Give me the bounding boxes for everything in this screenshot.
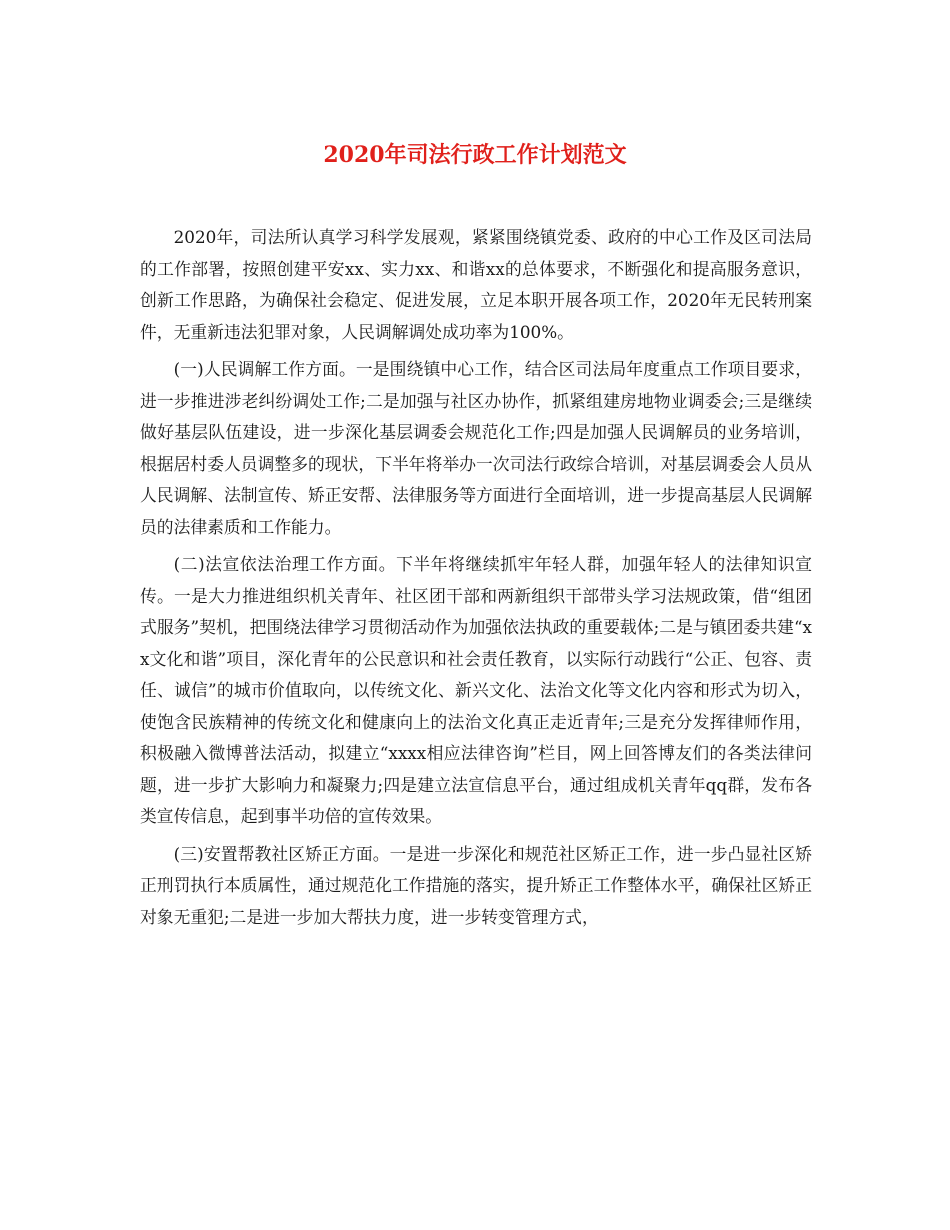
document-title: 2020年司法行政工作计划范文 [323, 142, 627, 168]
paragraph-legal-publicity: (二)法宣依法治理工作方面。下半年将继续抓牢年轻人群，加强年轻人的法律知识宣传。一是大力推进组织机关青年、社区团干部和两新组织干部带头学习法规政策，借“组团式服务”契机，把围绕法律学习贯彻活动作为加强依法执政的重要载体;二是与镇团委共建“xx文化和谐”项目，深化青年的公民意识和社会责任教育，以实际行动践行“公正、包容、责任、诚信”的城市价值取向，以传统文化、新兴文化、法治文化等文化内容和形式为切入，使饱含民族精神的传统文化和健康向上的法治文化真正走近青年;三是充分发挥律师作用，积极融入微博普法活动，拟建立“xxxx相应法律咨询”栏目，网上回答博友们的各类法律问题，进一步扩大影响力和凝聚力;四是建立法宣信息平台，通过组成机关青年qq群，发布各类宣传信息，起到事半功倍的宣传效果。 [140, 554, 812, 826]
document-body [140, 222, 812, 939]
paragraph-mediation: (一)人民调解工作方面。一是围绕镇中心工作，结合区司法局年度重点工作项目要求，进一步推进涉老纠纷调处工作;二是加强与社区办协作，抓紧组建房地物业调委会;三是继续做好基层队伍建设，进一步深化基层调委会规范化工作;四是加强人民调解员的业务培训，根据居村委人员调整多的现状，下半年将举办一次司法行政综合培训，对基层调委会人员从人民调解、法制宣传、矫正安帮、法律服务等方面进行全面培训，进一步提高基层人民调解员的法律素质和工作能力。 [140, 359, 812, 537]
paragraph-community-correction: (三)安置帮教社区矫正方面。一是进一步深化和规范社区矫正工作，进一步凸显社区矫正刑罚执行本质属性，通过规范化工作措施的落实，提升矫正工作整体水平，确保社区矫正对象无重犯;二是进一步加大帮扶力度，进一步转变管理方式， [140, 843, 812, 927]
paragraph-intro: 2020年，司法所认真学习科学发展观，紧紧围绕镇党委、政府的中心工作及区司法局的工作部署，按照创建平安xx、实力xx、和谐xx的总体要求，不断强化和提高服务意识，创新工作思路，为确保社会稳定、促进发展，立足本职开展各项工作，2020年无民转刑案件，无重新违法犯罪对象，人民调解调处成功率为100%。 [140, 227, 812, 342]
